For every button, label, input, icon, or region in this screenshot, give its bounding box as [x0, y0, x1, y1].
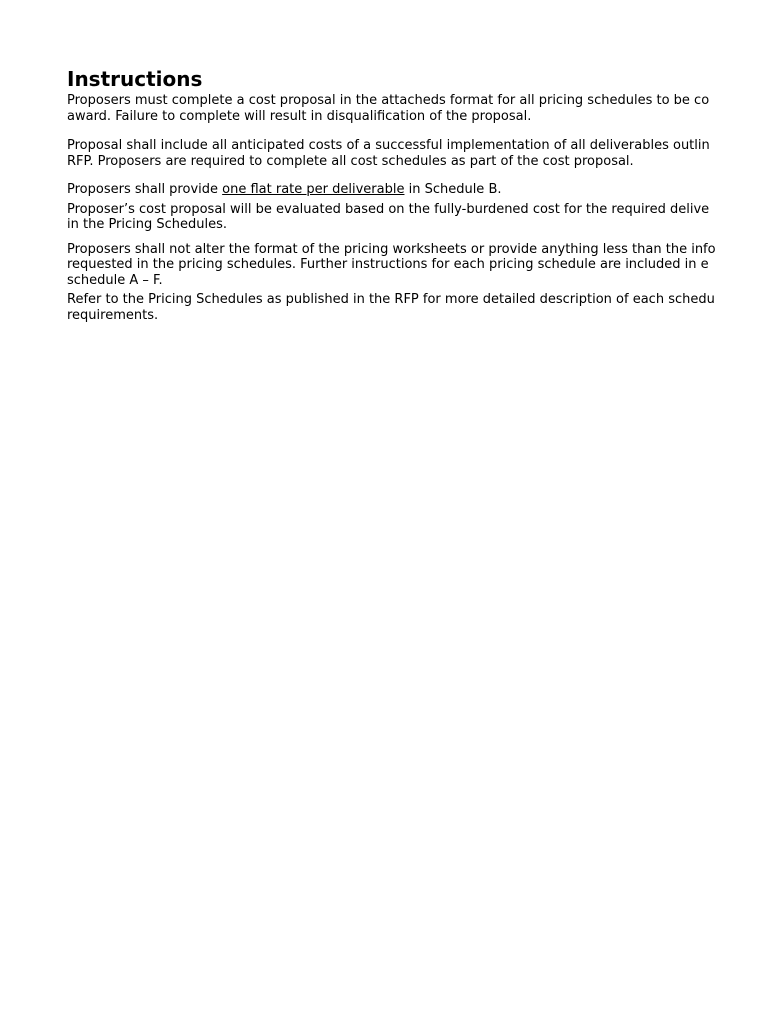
paragraph-evaluation — [67, 202, 770, 233]
page-title: Instructions — [67, 67, 203, 91]
text-segment: in Schedule B. — [404, 182, 502, 197]
paragraph-cost-proposal — [67, 93, 770, 124]
paragraph-line: award. Failure to complete will result in disqualification of the proposal. — [67, 108, 532, 124]
paragraph-line: RFP. Proposers are required to complete all cost schedules as part of the cost proposal. — [67, 153, 634, 169]
paragraph-line: requested in the pricing schedules. Further instructions for each pricing schedule are included in e — [67, 257, 709, 272]
paragraph-line: Proposers shall not alter the format of the pricing worksheets or provide anything less than the info — [67, 241, 716, 257]
paragraph-format — [67, 242, 770, 289]
instructions-section — [67, 66, 770, 323]
paragraph-line: Proposal shall include all anticipated costs of a successful implementation of all deliverables outlin — [67, 138, 710, 153]
paragraph-line: Refer to the Pricing Schedules as published in the RFP for more detailed description of each schedu — [67, 292, 715, 307]
paragraph-line — [67, 182, 770, 198]
paragraph-line: schedule A – F. — [67, 272, 163, 288]
paragraph-line: Proposers must complete a cost proposal in the attacheds format for all pricing schedules to be co — [67, 93, 710, 108]
paragraph-anticipated-costs — [67, 138, 770, 169]
paragraph-refer — [67, 292, 770, 323]
paragraph-line: in the Pricing Schedules. — [67, 217, 228, 232]
paragraph-flat-rate — [67, 182, 770, 198]
underlined-text: one flat rate per deliverable — [222, 182, 405, 197]
paragraph-line: requirements. — [67, 307, 159, 323]
text-segment: Proposers shall provide — [67, 182, 223, 197]
paragraph-line: Proposer’s cost proposal will be evaluated based on the fully-burdened cost for the required delive — [67, 201, 710, 217]
